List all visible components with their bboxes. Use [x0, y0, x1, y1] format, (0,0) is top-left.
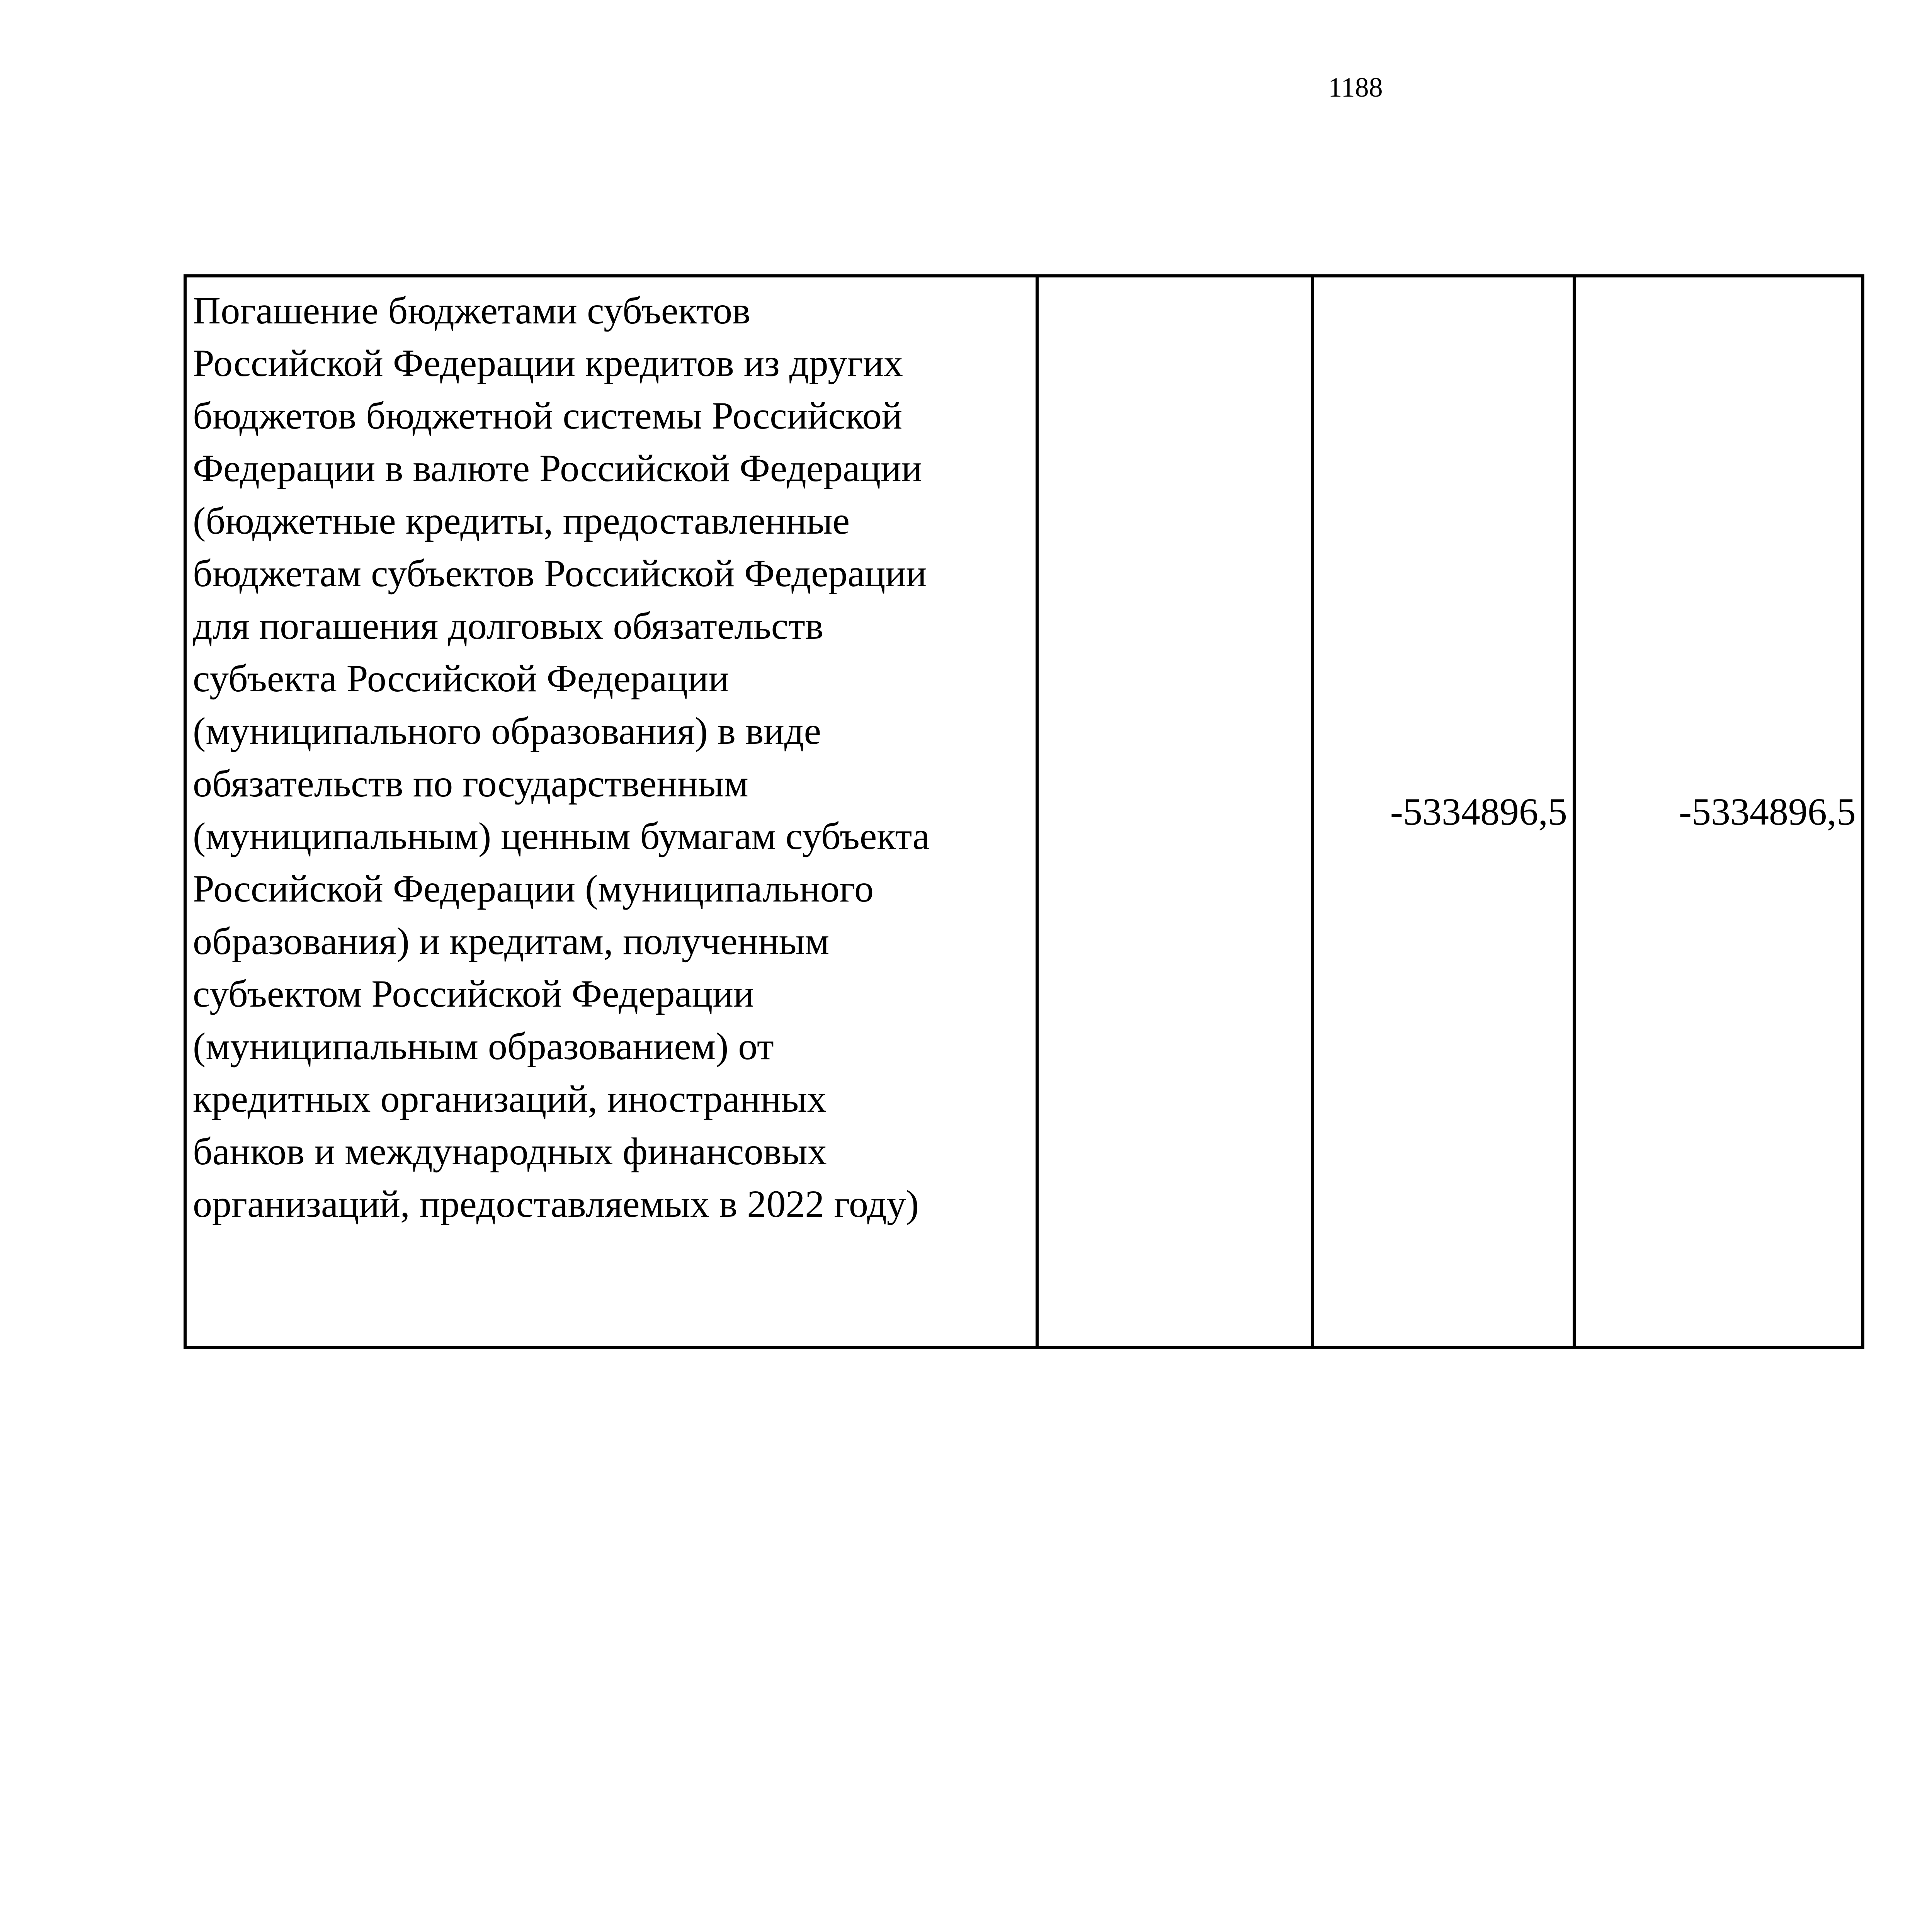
page-number: 1188 — [1328, 72, 1383, 103]
row-name-line: Погашение бюджетами субъектов — [193, 289, 751, 332]
row-name-line: (муниципальным образованием) от — [193, 1025, 774, 1068]
row-name-line: бюджетам субъектов Российской Федерации — [193, 552, 927, 595]
budget-table — [184, 274, 1864, 1349]
row-code-cell — [1037, 276, 1313, 1347]
row-name-line: банков и международных финансовых — [193, 1130, 827, 1173]
row-name-line: кредитных организаций, иностранных — [193, 1077, 827, 1120]
row-name-line: для погашения долговых обязательств — [193, 604, 824, 647]
row-name-line: образования) и кредитам, полученным — [193, 920, 830, 963]
row-amount-cell-1: -5334896,5 — [1313, 276, 1574, 1347]
row-name-line: (муниципального образования) в виде — [193, 709, 821, 752]
row-amount-cell-2: -5334896,5 — [1574, 276, 1863, 1347]
row-name-line: (бюджетные кредиты, предоставленные — [193, 499, 850, 542]
row-name-cell — [185, 276, 1037, 1347]
row-name-line: Федерации в валюте Российской Федерации — [193, 447, 922, 490]
row-name-line: субъекта Российской Федерации — [193, 657, 729, 700]
row-name-line: Российской Федерации (муниципального — [193, 867, 874, 910]
row-name-line: (муниципальным) ценным бумагам субъекта — [193, 815, 930, 857]
table-row — [185, 276, 1863, 1347]
row-name-line: бюджетов бюджетной системы Российской — [193, 394, 903, 437]
row-name-line: обязательств по государственным — [193, 762, 748, 805]
row-name-line: субъектом Российской Федерации — [193, 972, 754, 1015]
row-name-line: Российской Федерации кредитов из других — [193, 342, 903, 384]
row-name-line: организаций, предоставляемых в 2022 году) — [193, 1182, 919, 1225]
